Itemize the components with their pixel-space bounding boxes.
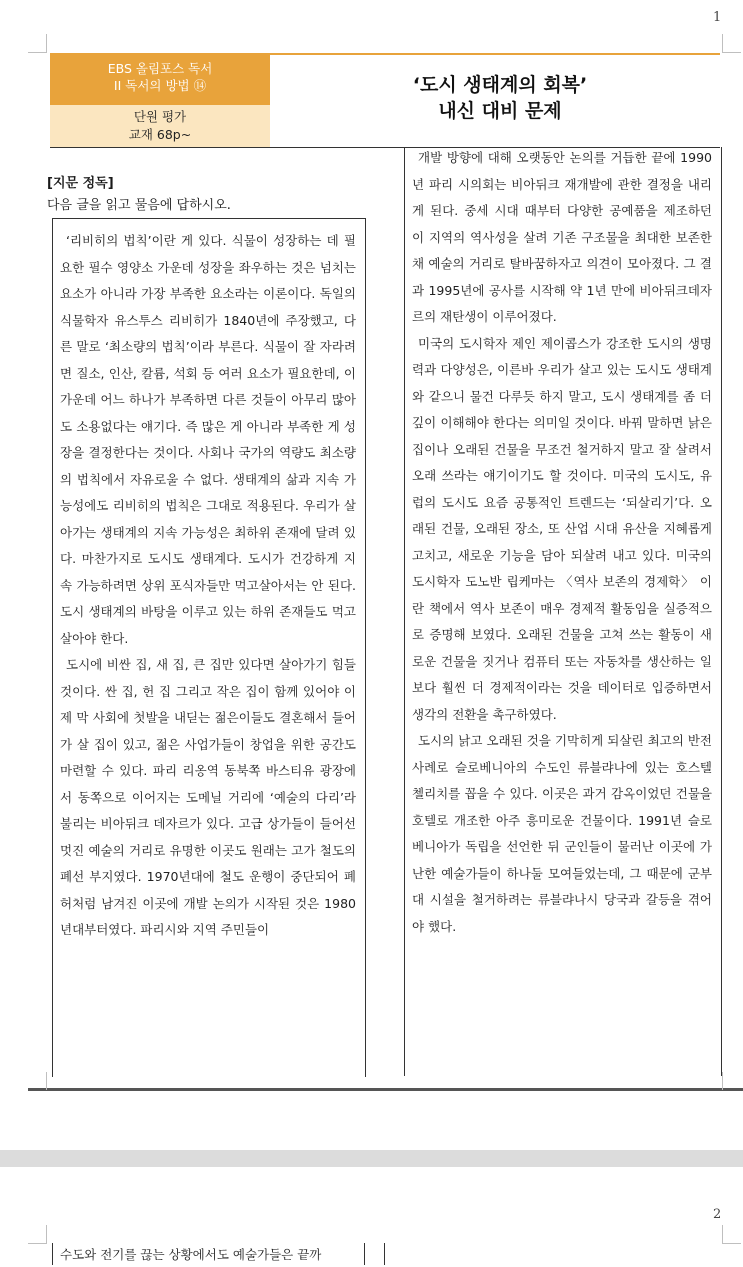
left-passage: [60, 228, 356, 944]
page-number: 1: [713, 10, 722, 25]
instruction: 다음 글을 읽고 물음에 답하시오.: [47, 198, 231, 213]
page-number: 2: [713, 1207, 722, 1222]
crop-mark: [28, 1072, 47, 1090]
page-separator: [0, 1150, 743, 1167]
series-name: EBS 올림포스 독서: [107, 61, 213, 76]
crop-mark: [722, 1225, 741, 1244]
page-bottom-rule: [28, 1088, 743, 1091]
passage-paragraph: ‘리비히의 법칙’이란 게 있다. 식물이 성장하는 데 필요한 필수 영양소 가운데 성장을 좌우하는 것은 넘치는 요소가 아니라 가장 부족한 요소라는 이론이다. 독일의 식물학자 유스투스 리비히가 1840년에 주장했고, 다른 말로 ‘최소량의 법칙’이라 부른다. 식물이 잘 자라려면 질소, 인산, 칼륨, 석회 등 여러 요소가 필요한데, 이 가운데 어느 하나가 부족하면 다른 것들이 아무리 많아도 소용없다는 얘기다. 즉 많은 게 아니라 부족한 게 성장을 결정한다는 것이다. 사회나 국가의 역량도 최소량의 법칙에서 자유로울 수 없다. 생태계의 삶과 지속 가능성에도 리비히의 법칙은 그대로 적용된다. 우리가 살아가는 생태계의 지속 가능성은 최하위 존재에 달려 있다. 마찬가지로 도시도 생태계다. 도시가 건강하게 지속 가능하려면 상위 포식자들만 먹고살아서는 안 된다. 도시 생태계의 바탕을 이루고 있는 하위 존재들도 먹고살아야 한다.: [60, 233, 356, 646]
right-passage: [412, 145, 712, 940]
crop-mark: [28, 34, 47, 53]
column-border: [384, 1243, 385, 1265]
section-label: [지문 정독]: [47, 176, 114, 191]
unit-name: II 독서의 방법 ⑭: [113, 78, 207, 93]
crop-mark: [722, 1072, 741, 1090]
page-title: ‘도시 생태계의 회복’ 내신 대비 문제: [412, 74, 588, 122]
column-border: [52, 1243, 53, 1265]
crop-mark: [722, 34, 741, 53]
eval-label: 단원 평가: [133, 109, 187, 124]
passage-paragraph: 미국의 도시학자 제인 제이콥스가 강조한 도시의 생명력과 다양성은, 이른바 우리가 살고 있는 도시도 생태계와 같으니 물건 다루듯 하지 말고, 도시 생태계를 좀 더 깊이 이해해야 한다는 의미일 것이다. 바꿔 말하면 낡은 집이나 오래된 건물을 무조건 철거하지 말고 잘 살려서 오래 쓰라는 얘기이기도 할 것이다. 미국의 도시도, 유럽의 도시도 요즘 공통적인 트렌드는 ‘되살리기’다. 오래된 건물, 오래된 장소, 또 산업 시대 유산을 지혜롭게 고치고, 새로운 기능을 담아 되살려 내고 있다. 미국의 도시학자 도노반 립케마는 〈역사 보존의 경제학〉 이란 책에서 역사 보존이 매우 경제적 활동임을 실증적으로 증명해 보였다. 오래된 건물을 고쳐 쓰는 활동이 새로운 건물을 짓거나 컴퓨터 또는 자동차를 생산하는 일보다 훨씬 더 경제적이라는 것을 데이터로 입증하면서 생각의 전환을 촉구하였다.: [412, 335, 712, 722]
header-series-box: [50, 55, 270, 105]
header-eval-box: [50, 105, 270, 147]
passage-paragraph: 도시에 비싼 집, 새 집, 큰 집만 있다면 살아가기 힘들 것이다. 싼 집, 헌 집 그리고 작은 집이 함께 있어야 이제 막 사회에 첫발을 내딛는 젊은이들도 결혼해서 들어가 살 집이 있고, 젊은 사업가들이 창업을 위한 공간도 마련할 수 있다. 파리 리옹역 동북쪽 바스티유 광장에서 동쪽으로 이어지는 도메닐 거리에 ‘예술의 다리’라 불리는 비아뒤크 데자르가 있다. 고급 상가들이 들어선 멋진 예술의 거리로 유명한 이곳도 원래는 고가 철도의 폐선 부지였다. 1970년대에 철도 운행이 중단되어 폐허처럼 남겨진 이곳에 개발 논의가 시작된 것은 1980년대부터였다. 파리시와 지역 주민들이: [60, 657, 356, 937]
crop-mark: [28, 1225, 47, 1244]
passage-continuation: 수도와 전기를 끊는 상황에서도 예술가들은 끝까: [60, 1247, 322, 1262]
column-border: [364, 1243, 365, 1265]
page-reference: 교재 68p~: [128, 127, 192, 142]
passage-paragraph: 도시의 낡고 오래된 것을 기막히게 되살린 최고의 반전 사례로 슬로베니아의 수도인 류블랴나에 있는 호스텔 첼리치를 꼽을 수 있다. 이곳은 과거 감옥이었던 건물을 호텔로 개조한 아주 흥미로운 건물이다. 1991년 슬로베니아가 독립을 선언한 뒤 군인들이 물러난 이곳에 가난한 예술가들이 하나둘 모여들었는데, 그 때문에 군부대 시설을 철거하려는 류블랴나시 당국과 갈등을 겪어야 했다.: [412, 733, 712, 934]
passage-paragraph: 개발 방향에 대해 오랫동안 논의를 거듭한 끝에 1990년 파리 시의회는 비아뒤크 재개발에 관한 결정을 내리게 된다. 중세 시대 때부터 다양한 공예품을 제조하던 이 지역의 역사성을 살려 기존 구조물을 최대한 보존한 채 예술의 거리로 탈바꿈하자고 의견이 모아졌다. 그 결과 1995년에 공사를 시작해 약 1년 만에 비아뒤크데자르의 재탄생이 이루어졌다.: [412, 150, 712, 324]
